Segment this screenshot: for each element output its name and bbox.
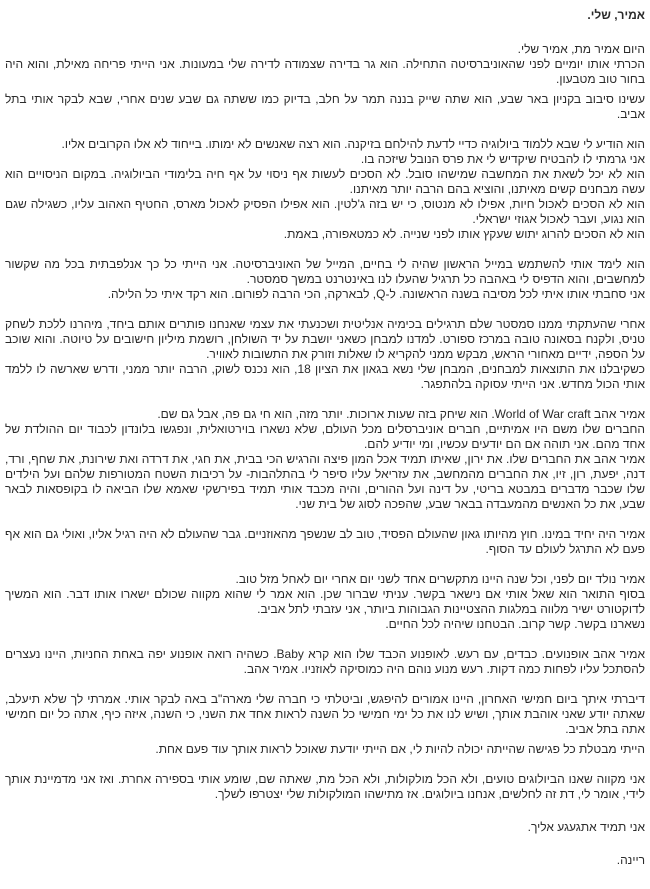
paragraph: הוא לא יכל לשאת את המחשבה שמישהו סובל. לא הסכים לעשות אף ניסוי על אף חיה בלימודי הביולוגיה. במקום הניסויים הוא עשה מבחנים קשים מאיתנו, והוציא בהם הרבה יותר מאיתנו.: [5, 167, 645, 196]
paragraph: הוא לימד אותי להשתמש במייל הראשון שהיה לי בחיים, המייל של האוניברסיטה. אני הייתי כל כך אנלפבתית בכל מה שקשור למחשבים, והוא הדפיס לי באהבה כל תרגיל שהעלו לנו באינטרנט במשך סמסטר.: [5, 257, 645, 286]
paragraph-group-motorcycles: [5, 647, 645, 677]
paragraph: אני סחבתי אותו איתי לכל מסיבה בשנה הראשונה. ל-Q, לבארקה, הכי הרבה לפורום. הוא רקד איתי כל הלילה.: [107, 287, 645, 301]
paragraph-group-friends: [5, 407, 645, 512]
paragraph-group-birthday: [5, 572, 645, 632]
paragraph: החברים שלו משם היו אמיתיים, חברים אוניברסלים מכל העולם, שלא נשארו בוירטואלית, ונפגשו בלונדון לכבוד יום ההולדת של אחד מהם. אני תוהה אם הם יודעים עכשיו, ומי יודיע להם.: [5, 422, 645, 451]
paragraph-group-unique: [5, 527, 645, 557]
paragraph-group-molecules: [5, 772, 645, 802]
paragraph: הוא לא הסכים להרוג יתוש שעקץ אותו לפני שנייה. לא כמטאפורה, באמת.: [283, 227, 645, 241]
paragraph-group-biology: [5, 137, 645, 242]
paragraph: הוא הודיע לי שבא ללמוד ביולוגיה כדיי לדעת להילחם בזיקנה. הוא רצה שאנשים לא ימותו. בייחוד לא אלו הקרובים אליו.: [61, 137, 645, 151]
paragraph: דיברתי איתך ביום חמישי האחרון, היינו אמורים להיפגש, וביטלתי כי חברה שלי מארה"ב באה לבקר אותי. אמרתי לך שלא תיעלב, שאתה יודע שאני אוהבת אותך, ושיש לנו את כל ימי חמישי כל השנה לראות אחד את השני, כי השנה, איזה כיף, אתה כל יום חמישי אתה בתל אביב.: [5, 692, 645, 736]
paragraph: אמיר אהב את החברים שלו. את ירון, שאיתו תמיד אכל המון פיצה והרגיש הכי בבית, את חגי, את דרדה ואת שירונת, את שחף, ורד, דנה, יפעת, רון, זיו, את החברים מהמחשב, את עזריאל עליו סיפר לי בהתלהבות- על רכיבות השטח המטורפות שלהם ועל הילדים שלו שכבר מדברים במבטא בריטי, על דינה ועל ההורים, והיה מכבד אותי תמיד בפירשקי שאמא שלו הביאה לו בקופסאות לבאר שבע, את כל האנשים מהמעבדה בבאר שבע, שהפכה לסוג של בית שני.: [5, 452, 645, 511]
paragraph: אני גרמתי לו להבטיח שיקדיש לי את פרס הנובל שיזכה בו.: [360, 152, 645, 166]
paragraph: אחרי שהעתקתי ממנו סמסטר שלם תרגילים בכימיה אנליטית ושכנעתי את עצמי שאנחנו פותרים אותם ביחד, מיהרנו ללכת לשחק טניס, ולקנח בסאונה טובה במרכז ספורט. למדנו למבחן כשאני יושבת על יד השולחן, רושמת מיליון חישובים על טיוטה. והוא שוכב על הספה, ידיים מאחורי הראש, מבקש ממני להקריא לו שאלות וזורק את התשובות לאוויר.: [5, 317, 645, 361]
paragraph: הייתי מבטלת כל פגישה שהייתה יכולה להיות לי, אם הייתי יודעת שאוכל לראות אותך עוד פעם אחת.: [155, 742, 645, 756]
paragraph: עשינו סיבוב בקניון באר שבע, הוא שתה שייק בננה תמר על חלב, בדיוק כמו ששתה גם שבע שנים אחרי, שבא לבקר אותי בתל אביב.: [5, 92, 645, 121]
paragraph: הוא לא הסכים לאכול חיות, אפילו לא מנטוס, כי יש בזה ג'לטין. הוא אפילו הפסיק לאכול מארס, החטיף האהוב עליו, כשגילה שגם הוא נגוע, ועבר לאכול אגוזי ישראלי.: [5, 197, 645, 226]
paragraph: אני מקווה שאנו הביולוגים טועים, ולא הכל מולקולות, ולא הכל מת, שאתה שם, שומע אותי בספירה אחרת. ואז אני מדמיינת אותך לידי, אומר לי, דת זה לחלשים, אנחנו ביולוגים. אז מתישהו המולקולות שלי יצטרפו לשלך.: [5, 772, 645, 801]
paragraph: כשקיבלנו את התוצאות למבחנים, המבחן שלי נשא בגאון את הציון 18, הוא נכנס לשוק, הרבה יותר ממני, ודרש שארשה לו ללמד אותי הכול מחדש. אני הייתי עסוקה בלהתפגר.: [5, 362, 645, 391]
paragraph: אמיר אהב World of War craft. הוא שיחק בזה שעות ארוכות. יותר מזה, הוא חי גם פה, אבל גם שם.: [157, 407, 645, 421]
paragraph: אמיר נולד יום לפני, וכל שנה היינו מתקשרים אחד לשני יום אחרי יום לאחל מזל טוב.: [235, 572, 645, 586]
paragraph: אמיר אהב אופנועים. כבדים, עם רעש. לאופנוע הכבד שלו הוא קרא Baby. כשהיה רואה אופנוע יפה באחת החניות, היינו נעצרים להסתכל עליו לפחות כמה דקות. רעש מנוע נוהם היה כמוסיקה לאוזניו. אמיר אהב.: [5, 647, 645, 676]
paragraph: נשארנו בקשר. קשר קרוב. הבטחנו שיהיה לכל החיים.: [385, 617, 645, 631]
paragraph: בסוף התואר הוא שאל אותי אם נישאר בקשר. עניתי שברור שכן. הוא אמר לי שהוא מקווה שכולם ישארו אותו דבר. הוא המשיך לדוקטורט ישיר מלווה במלגות ההצטיינות הגבוהות ביותר, אני עזבתי לתל אביב.: [5, 587, 645, 616]
farewell-line: אני תמיד אתגעגע אליך.: [527, 820, 645, 834]
signature: ריינה.: [616, 853, 645, 867]
letter-title: אמיר, שלי.: [587, 8, 645, 22]
paragraph: הכרתי אותו יומיים לפני שהאוניברסיטה התחילה. הוא גר בדירה שצמודה לדירה שלי במעונות. אני הייתי פריחה מאילת, והוא היה בחור טוב מטבעון.: [5, 57, 645, 86]
paragraph-group-studies: [5, 317, 645, 392]
farewell-group: [5, 820, 645, 835]
paragraph-group-last-thursday: [5, 692, 645, 757]
signature-group: [5, 853, 645, 868]
paragraph-group-opening: [5, 42, 645, 122]
paragraph-group-email: [5, 257, 645, 302]
paragraph: אמיר היה יחיד במינו. חוץ מהיותו גאון שהעולם הפסיד, טוב לב שנשפך מהאוזניים. גבר שהעולם לא היה רגיל אליו, ואולי גם הוא אף פעם לא התרגל לעולם עד הסוף.: [5, 527, 645, 556]
paragraph: היום אמיר מת, אמיר שלי.: [517, 42, 645, 56]
